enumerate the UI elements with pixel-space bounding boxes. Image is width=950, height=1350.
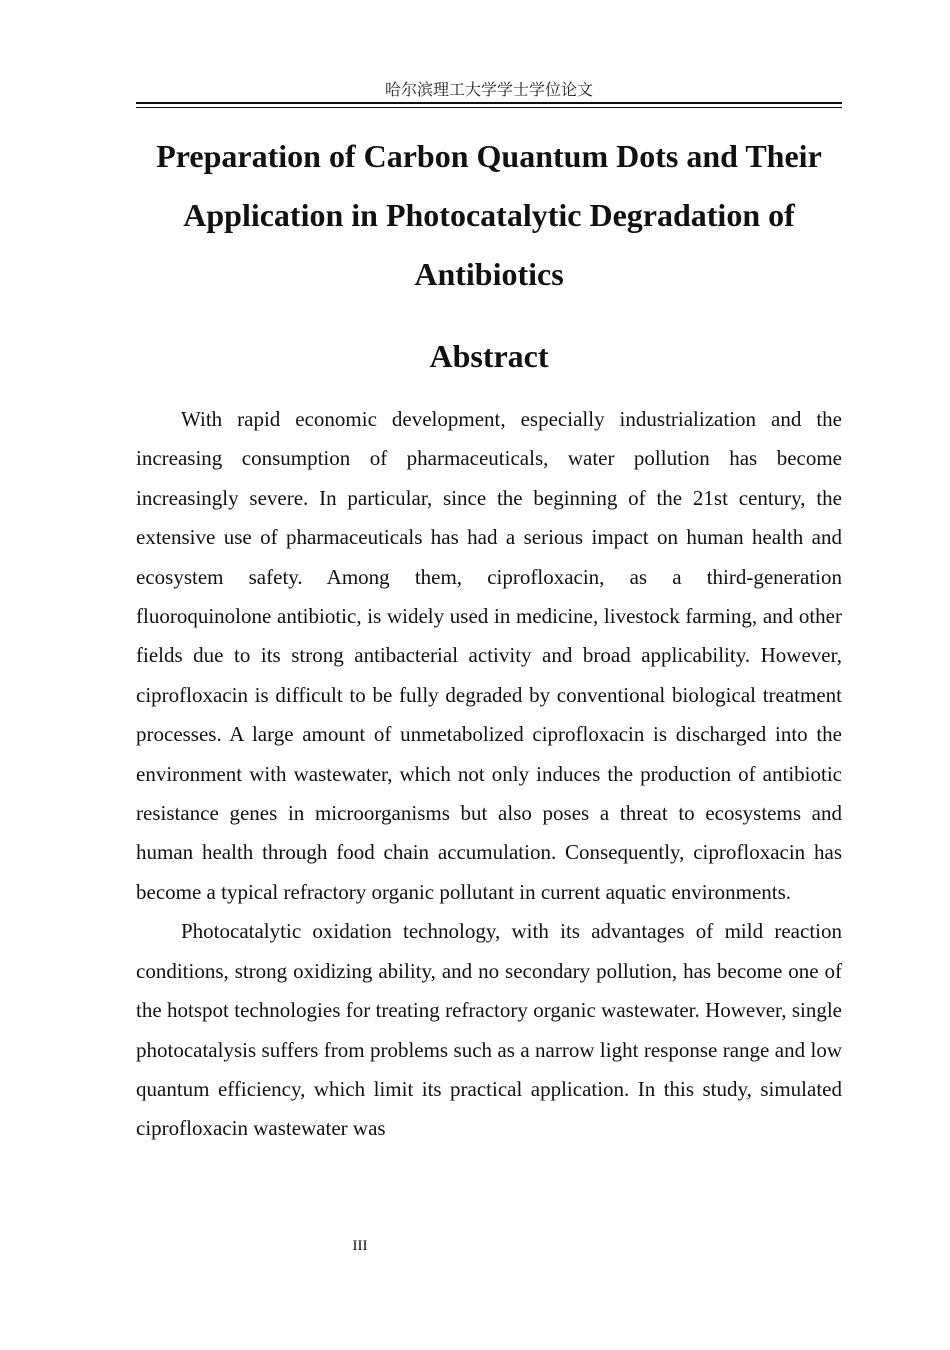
running-header: 哈尔滨理工大学学士学位论文 [384, 82, 593, 99]
abstract-body [136, 400, 842, 1149]
abstract-heading: Abstract [429, 338, 549, 374]
abstract-paragraph-2: Photocatalytic oxidation technology, with its advantages of mild reaction conditions, strong oxidizing ability, and no secondary pollution, has become one of the hotspot technologies for treating refractory organic wastewater. However, single photocatalysis suffers from problems such as a narrow light response range and low quantum efficiency, which limit its practical application. In this study, simulated ciprofloxacin wastewater was [136, 919, 842, 1141]
thesis-title: Preparation of Carbon Quantum Dots and Their Application in Photocatalytic Degradation of Antibiotics [156, 138, 822, 292]
header-rule [136, 102, 842, 108]
page-number: III [352, 1238, 368, 1254]
abstract-paragraph-1: With rapid economic development, especially industrialization and the increasing consumption of pharmaceuticals, water pollution has become increasingly severe. In particular, since the beginning of the 21st century, the extensive use of pharmaceuticals has had a serious impact on human health and ecosystem safety. Among them, ciprofloxacin, as a third-generation fluoroquinolone antibiotic, is widely used in medicine, livestock farming, and other fields due to its strong antibacterial activity and broad applicability. However, ciprofloxacin is difficult to be fully degraded by conventional biological treatment processes. A large amount of unmetabolized ciprofloxacin is discharged into the environment with wastewater, which not only induces the production of antibiotic resistance genes in microorganisms but also poses a threat to ecosystems and human health through food chain accumulation. Consequently, ciprofloxacin has become a typical refractory organic pollutant in current aquatic environments. [136, 407, 842, 904]
